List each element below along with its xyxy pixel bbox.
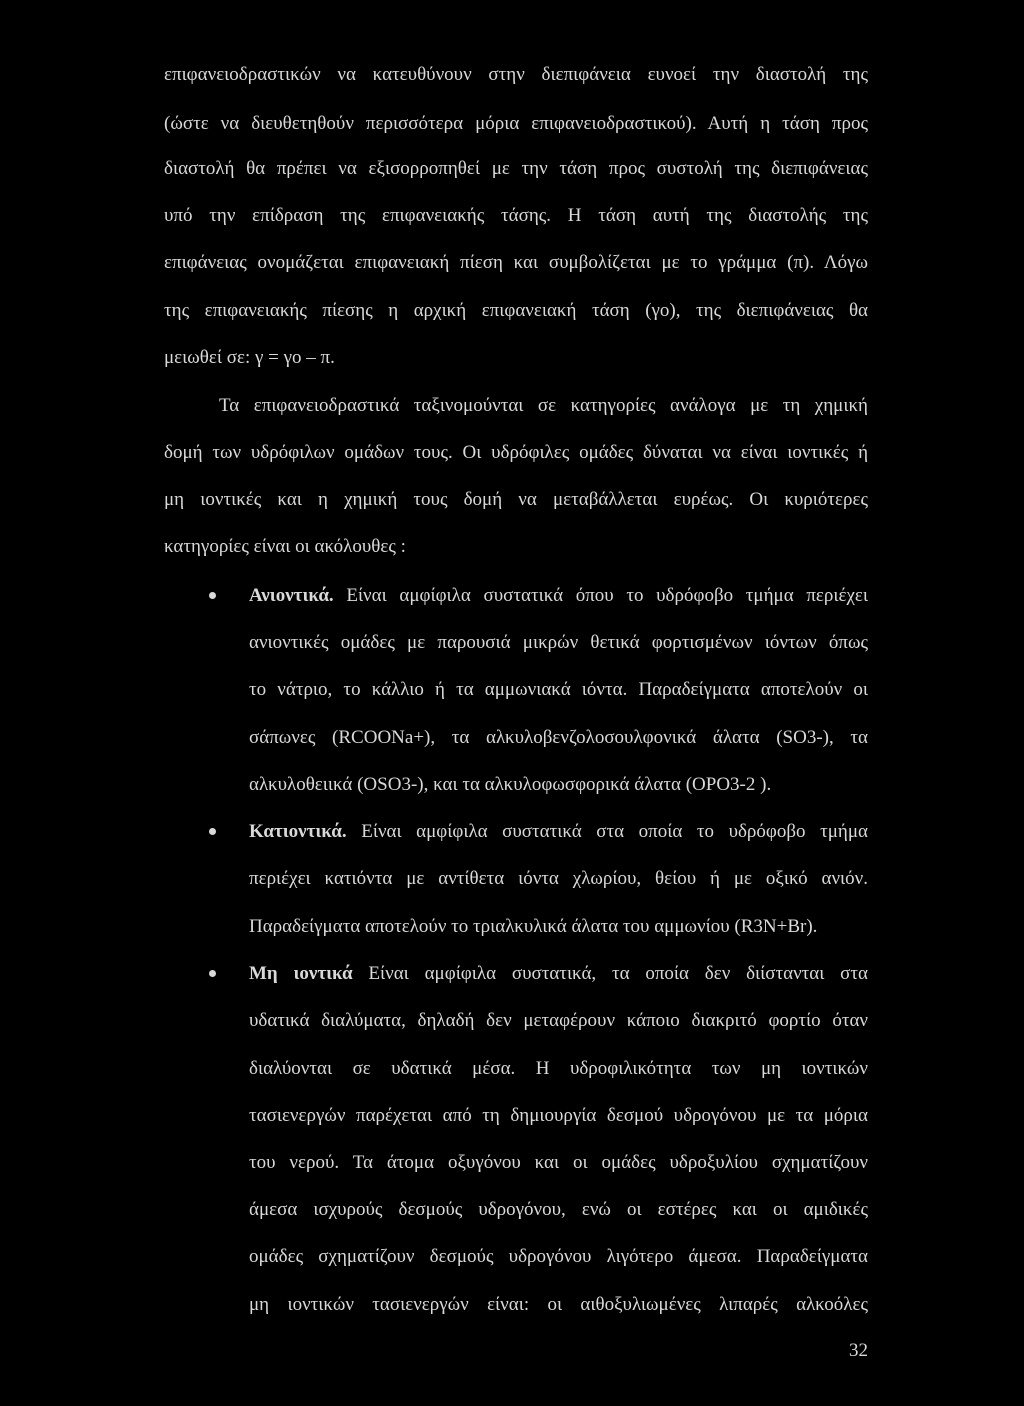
bullet-nonionic-line: διαλύονται σε υδατικά μέσα. Η υδροφιλικότητα των μη ιοντικών [249,1058,868,1079]
page-number: 32 [849,1340,868,1361]
paragraph-2-line: δομή των υδρόφιλων ομάδων τους. Οι υδρόφιλες ομάδες δύναται να είναι ιοντικές ή [164,442,868,463]
bullet-dot [209,828,216,835]
bullet-text: Είναι αμφίφιλα συστατικά όπου το υδρόφοβο τμήμα περιέχει [333,585,868,606]
bullet-anionic-line: το νάτριο, το κάλλιο ή τα αμμωνιακά ιόντα. Παραδείγματα αποτελούν οι [249,679,868,700]
bullet-nonionic-line: ομάδες σχηματίζουν δεσμούς υδρογόνου λιγότερο άμεσα. Παραδείγματα [249,1246,868,1267]
bullet-text: Είναι αμφίφιλα συστατικά στα οποία το υδρόφοβο τμήμα [346,821,868,842]
bullet-anionic-line: σάπωνες (RCOONa+), τα αλκυλοβενζολοσουλφονικά άλατα (SO3-), τα [249,727,868,748]
paragraph-1-line: της επιφανειακής πίεσης η αρχική επιφανειακή τάση (γο), της διεπιφάνειας θα [164,300,868,321]
bullet-text: Είναι αμφίφιλα συστατικά, τα οποία δεν διίστανται στα [352,963,868,984]
paragraph-2-line-last: κατηγορίες είναι οι ακόλουθες : [164,536,406,557]
bullet-anionic-line-last: αλκυλοθειικά (OSO3-), και τα αλκυλοφωσφορικά άλατα (OPO3-2 ). [249,774,772,795]
paragraph-1-line: υπό την επίδραση της επιφανειακής τάσης. Η τάση αυτή της διαστολής της [164,205,868,226]
bullet-nonionic-line: του νερού. Τα άτομα οξυγόνου και οι ομάδες υδροξυλίου σχηματίζουν [249,1152,868,1173]
bullet-term: Ανιοντικά. [249,585,334,606]
paragraph-2-line: μη ιοντικές και η χημική τους δομή να μεταβάλλεται ευρέως. Οι κυριότερες [164,489,868,510]
bullet-dot [209,592,216,599]
bullet-cationic-first-line [249,820,868,844]
paragraph-1-line: (ώστε να διευθετηθούν περισσότερα μόρια επιφανειοδραστικού). Αυτή η τάση προς [164,113,868,134]
paragraph-1-line-last: μειωθεί σε: γ = γο – π. [164,347,335,368]
bullet-cationic-line: περιέχει κατιόντα με αντίθετα ιόντα χλωρίου, θείου ή με οξικό ανιόν. [249,868,868,889]
bullet-anionic-line: ανιοντικές ομάδες με παρουσιά μικρών θετικά φορτισμένων ιόντων όπως [249,632,868,653]
bullet-nonionic-line: άμεσα ισχυρούς δεσμούς υδρογόνου, ενώ οι εστέρες και οι αμιδικές [249,1199,868,1220]
bullet-anionic-first-line [249,584,868,608]
bullet-term: Κατιοντικά. [249,821,347,842]
bullet-nonionic-line: μη ιοντικών τασιενεργών είναι: οι αιθοξυλιωμένες λιπαρές αλκοόλες [249,1294,868,1315]
bullet-dot [209,970,216,977]
paragraph-2-line: Τα επιφανειοδραστικά ταξινομούνται σε κατηγορίες ανάλογα με τη χημική [219,395,868,416]
paragraph-1-line: επιφάνειας ονομάζεται επιφανειακή πίεση και συμβολίζεται με το γράμμα (π). Λόγω [164,252,868,273]
bullet-nonionic-line: τασιενεργών παρέχεται από τη δημιουργία δεσμού υδρογόνου με τα μόρια [249,1105,868,1126]
bullet-nonionic-line: υδατικά διαλύματα, δηλαδή δεν μεταφέρουν κάποιο διακριτό φορτίο όταν [249,1010,868,1031]
bullet-cationic-line-last: Παραδείγματα αποτελούν το τριαλκυλικά άλατα του αμμωνίου (R3N+Br). [249,916,818,937]
bullet-term: Μη ιοντικά [249,963,353,984]
paragraph-1-line: επιφανειοδραστικών να κατευθύνουν στην διεπιφάνεια ευνοεί την διαστολή της [164,64,868,85]
bullet-nonionic-first-line [249,962,868,986]
paragraph-1-line: διαστολή θα πρέπει να εξισορροπηθεί με την τάση προς συστολή της διεπιφάνειας [164,158,868,179]
